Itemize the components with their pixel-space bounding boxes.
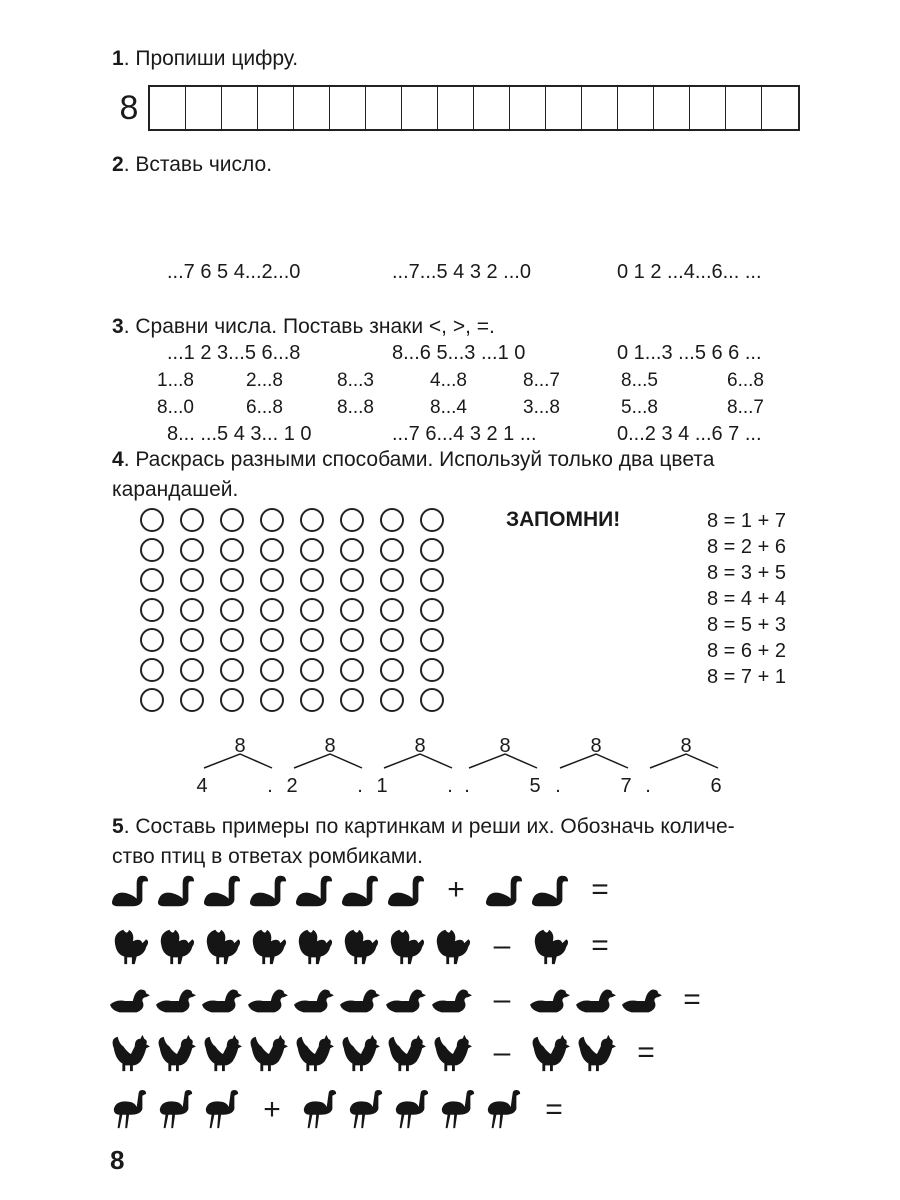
turkey-icon: [154, 926, 198, 966]
color-circle[interactable]: [340, 688, 364, 712]
writing-cell[interactable]: [474, 87, 510, 129]
swan-icon: [528, 870, 572, 910]
writing-cell[interactable]: [582, 87, 618, 129]
rooster-icon: [574, 1033, 618, 1073]
color-circle[interactable]: [420, 508, 444, 532]
operator-sign: +: [447, 873, 465, 906]
compare-item[interactable]: 8...5: [621, 370, 658, 391]
swan-icon: [292, 870, 336, 910]
color-circle[interactable]: [220, 508, 244, 532]
operator-sign: +: [263, 1093, 281, 1126]
equals-sign: =: [683, 983, 701, 1016]
color-circle[interactable]: [260, 538, 284, 562]
writing-cell[interactable]: [618, 87, 654, 129]
turkey-icon: [292, 926, 336, 966]
color-circle[interactable]: [180, 568, 204, 592]
duck-icon: [384, 980, 428, 1020]
compare-item[interactable]: 6...8: [246, 397, 283, 418]
color-circle[interactable]: [220, 688, 244, 712]
task5-number: 5: [112, 815, 124, 838]
compare-item[interactable]: 8...4: [430, 397, 467, 418]
writing-cell[interactable]: [258, 87, 294, 129]
house-right-number: .: [357, 775, 363, 797]
color-circle[interactable]: [140, 658, 164, 682]
equals-sign: =: [591, 929, 609, 962]
number-house[interactable]: [376, 735, 452, 797]
duck-icon: [338, 980, 382, 1020]
task1-number: 1: [112, 47, 124, 70]
compare-item[interactable]: 4...8: [430, 370, 467, 391]
rooster-icon: [430, 1033, 474, 1073]
color-circle[interactable]: [260, 568, 284, 592]
task4-text-line1: . Раскрась разными способами. Используй только два цвета: [123, 448, 715, 471]
coloring-circles: [140, 508, 446, 714]
composition-equations: [707, 508, 786, 690]
writing-cell[interactable]: [294, 87, 330, 129]
color-circle[interactable]: [380, 538, 404, 562]
equation: 8 = 4 + 4: [707, 588, 786, 610]
writing-cell[interactable]: [654, 87, 690, 129]
color-circle[interactable]: [380, 628, 404, 652]
task3-text: . Сравни числа. Поставь знаки <, >, =.: [123, 315, 495, 338]
turkey-icon: [338, 926, 382, 966]
house-right-number: .: [267, 775, 273, 797]
color-circle[interactable]: [340, 508, 364, 532]
duck-icon: [108, 980, 152, 1020]
sequence-line: ...7 6...4 3 2 1 ...: [392, 423, 537, 445]
house-top-number: 8: [324, 735, 336, 757]
house-left-number: .: [555, 775, 561, 797]
color-circle[interactable]: [300, 508, 324, 532]
task2-heading: [112, 150, 272, 180]
compare-item[interactable]: 8...8: [337, 397, 374, 418]
color-circle[interactable]: [380, 598, 404, 622]
sequence-line: ...7...5 4 3 2 ...0: [392, 261, 531, 283]
color-circle[interactable]: [260, 598, 284, 622]
color-circle[interactable]: [140, 598, 164, 622]
compare-item[interactable]: 8...7: [727, 397, 764, 418]
rooster-icon: [338, 1033, 382, 1073]
writing-cell[interactable]: [762, 87, 798, 129]
house-right-number: .: [447, 775, 453, 797]
color-circle[interactable]: [260, 688, 284, 712]
house-top-number: 8: [414, 735, 426, 757]
writing-cell[interactable]: [366, 87, 402, 129]
color-circle[interactable]: [220, 628, 244, 652]
equation: 8 = 1 + 7: [707, 510, 786, 532]
swan-icon: [108, 870, 152, 910]
color-circle[interactable]: [420, 598, 444, 622]
house-right-number: 7: [620, 775, 632, 797]
writing-cell[interactable]: [330, 87, 366, 129]
writing-cell[interactable]: [510, 87, 546, 129]
rooster-icon: [292, 1033, 336, 1073]
turkey-icon: [384, 926, 428, 966]
rooster-icon: [200, 1033, 244, 1073]
house-top-number: 8: [590, 735, 602, 757]
color-circle[interactable]: [140, 628, 164, 652]
color-circle[interactable]: [180, 628, 204, 652]
duck-icon: [200, 980, 244, 1020]
bird-example-row: [108, 924, 626, 968]
color-circle[interactable]: [420, 688, 444, 712]
duck-icon: [620, 980, 664, 1020]
color-circle[interactable]: [140, 568, 164, 592]
swan-icon: [338, 870, 382, 910]
task1-heading: [112, 44, 298, 74]
bird-example-row: [108, 868, 626, 912]
ostrich-icon: [436, 1090, 480, 1130]
house-left-number: .: [645, 775, 651, 797]
task5-text-line2: ство птиц в ответах ромбиками.: [112, 845, 423, 868]
equals-sign: =: [637, 1036, 655, 1069]
bird-example-row: [108, 1031, 672, 1075]
color-circle[interactable]: [380, 688, 404, 712]
color-circle[interactable]: [420, 538, 444, 562]
operator-sign: –: [493, 983, 511, 1016]
ostrich-icon: [482, 1090, 526, 1130]
equals-sign: =: [545, 1093, 563, 1126]
task5-heading: [112, 812, 735, 872]
ostrich-icon: [108, 1090, 152, 1130]
color-circle[interactable]: [220, 598, 244, 622]
color-circle[interactable]: [180, 508, 204, 532]
house-left-number: 4: [196, 775, 208, 797]
color-circle[interactable]: [180, 538, 204, 562]
color-circle[interactable]: [260, 658, 284, 682]
equals-sign: =: [591, 873, 609, 906]
color-circle[interactable]: [420, 658, 444, 682]
color-circle[interactable]: [300, 688, 324, 712]
task4-heading: [112, 445, 714, 505]
number-house[interactable]: [645, 735, 721, 797]
color-circle[interactable]: [180, 598, 204, 622]
turkey-icon: [430, 926, 474, 966]
bird-example-row: [108, 1088, 580, 1132]
number-houses: [0, 732, 900, 812]
color-circle[interactable]: [340, 628, 364, 652]
writing-cell[interactable]: [690, 87, 726, 129]
turkey-icon: [108, 926, 152, 966]
sample-digit: 8: [119, 88, 139, 127]
color-circle[interactable]: [260, 508, 284, 532]
sequence-line: 0 1 2 ...4...6... ...: [617, 261, 762, 283]
ostrich-icon: [154, 1090, 198, 1130]
turkey-icon: [200, 926, 244, 966]
color-circle[interactable]: [300, 568, 324, 592]
writing-cell[interactable]: [150, 87, 186, 129]
color-circle[interactable]: [380, 508, 404, 532]
color-circle[interactable]: [340, 598, 364, 622]
remember-label: ЗАПОМНИ!: [506, 508, 621, 531]
color-circle[interactable]: [180, 688, 204, 712]
color-circle[interactable]: [180, 658, 204, 682]
task3-heading: [112, 312, 495, 342]
task1-text: . Пропиши цифру.: [123, 47, 299, 70]
equation: 8 = 2 + 6: [707, 536, 786, 558]
house-left-number: 2: [286, 775, 298, 797]
writing-cell[interactable]: [402, 87, 438, 129]
sequence-line: ...1 2 3...5 6...8: [167, 342, 301, 364]
sequence-line: 8... ...5 4 3... 1 0: [167, 423, 312, 445]
turkey-icon: [246, 926, 290, 966]
color-circle[interactable]: [300, 598, 324, 622]
equation: 8 = 3 + 5: [707, 562, 786, 584]
house-top-number: 8: [499, 735, 511, 757]
color-circle[interactable]: [260, 628, 284, 652]
sequence-line: 0...2 3 4 ...6 7 ...: [617, 423, 762, 445]
ostrich-icon: [344, 1090, 388, 1130]
operator-sign: –: [493, 929, 511, 962]
turkey-icon: [528, 926, 572, 966]
duck-icon: [528, 980, 572, 1020]
task2-number: 2: [112, 153, 124, 176]
task3-number: 3: [112, 315, 124, 338]
number-house[interactable]: [464, 735, 540, 797]
writing-cell[interactable]: [726, 87, 762, 129]
rooster-icon: [154, 1033, 198, 1073]
duck-icon: [574, 980, 618, 1020]
color-circle[interactable]: [140, 688, 164, 712]
color-circle[interactable]: [420, 628, 444, 652]
duck-icon: [246, 980, 290, 1020]
color-circle[interactable]: [300, 538, 324, 562]
duck-icon: [154, 980, 198, 1020]
color-circle[interactable]: [380, 658, 404, 682]
writing-cell[interactable]: [546, 87, 582, 129]
color-circle[interactable]: [300, 658, 324, 682]
equation: 8 = 6 + 2: [707, 640, 786, 662]
color-circle[interactable]: [340, 658, 364, 682]
color-circle[interactable]: [140, 538, 164, 562]
page-number: 8: [110, 1145, 125, 1175]
compare-item[interactable]: 2...8: [246, 370, 283, 391]
swan-icon: [384, 870, 428, 910]
writing-cell[interactable]: [438, 87, 474, 129]
writing-cell[interactable]: [222, 87, 258, 129]
swan-icon: [154, 870, 198, 910]
compare-item[interactable]: 8...0: [157, 397, 194, 418]
number-house[interactable]: [286, 735, 362, 797]
compare-item[interactable]: 5...8: [621, 397, 658, 418]
house-right-number: 5: [529, 775, 541, 797]
color-circle[interactable]: [340, 538, 364, 562]
task5-text-line1: . Составь примеры по картинкам и реши их. Обозначь количе-: [123, 815, 735, 838]
writing-cell[interactable]: [186, 87, 222, 129]
rooster-icon: [384, 1033, 428, 1073]
number-house[interactable]: [555, 735, 631, 797]
ostrich-icon: [298, 1090, 342, 1130]
house-right-number: 6: [710, 775, 722, 797]
duck-icon: [430, 980, 474, 1020]
writing-cells[interactable]: [148, 85, 800, 131]
task4-number: 4: [112, 448, 124, 471]
compare-item[interactable]: 6...8: [727, 370, 764, 391]
sequence-column-3: [617, 205, 762, 475]
house-top-number: 8: [234, 735, 246, 757]
equation: 8 = 5 + 3: [707, 614, 786, 636]
color-circle[interactable]: [340, 568, 364, 592]
duck-icon: [292, 980, 336, 1020]
number-house[interactable]: [196, 735, 272, 797]
bird-example-row: [108, 978, 718, 1022]
equation: 8 = 7 + 1: [707, 666, 786, 688]
ostrich-icon: [390, 1090, 434, 1130]
sequence-line: 8...6 5...3 ...1 0: [392, 342, 526, 364]
task2-text: . Вставь число.: [123, 153, 273, 176]
color-circle[interactable]: [140, 508, 164, 532]
swan-icon: [482, 870, 526, 910]
color-circle[interactable]: [380, 568, 404, 592]
task4-text-line2: карандашей.: [112, 478, 239, 501]
compare-item[interactable]: 3...8: [523, 397, 560, 418]
operator-sign: –: [493, 1036, 511, 1069]
compare-item[interactable]: 1...8: [157, 370, 194, 391]
ostrich-icon: [200, 1090, 244, 1130]
color-circle[interactable]: [220, 658, 244, 682]
compare-item[interactable]: 8...3: [337, 370, 374, 391]
house-left-number: 1: [376, 775, 388, 797]
sequence-line: 0 1...3 ...5 6 6 ...: [617, 342, 762, 364]
color-circle[interactable]: [220, 538, 244, 562]
house-top-number: 8: [680, 735, 692, 757]
color-circle[interactable]: [220, 568, 244, 592]
color-circle[interactable]: [300, 628, 324, 652]
rooster-icon: [108, 1033, 152, 1073]
rooster-icon: [528, 1033, 572, 1073]
compare-item[interactable]: 8...7: [523, 370, 560, 391]
digit-writing-row: [110, 85, 800, 131]
rooster-icon: [246, 1033, 290, 1073]
color-circle[interactable]: [420, 568, 444, 592]
house-left-number: .: [464, 775, 470, 797]
swan-icon: [200, 870, 244, 910]
swan-icon: [246, 870, 290, 910]
sequence-line: ...7 6 5 4...2...0: [167, 261, 301, 283]
